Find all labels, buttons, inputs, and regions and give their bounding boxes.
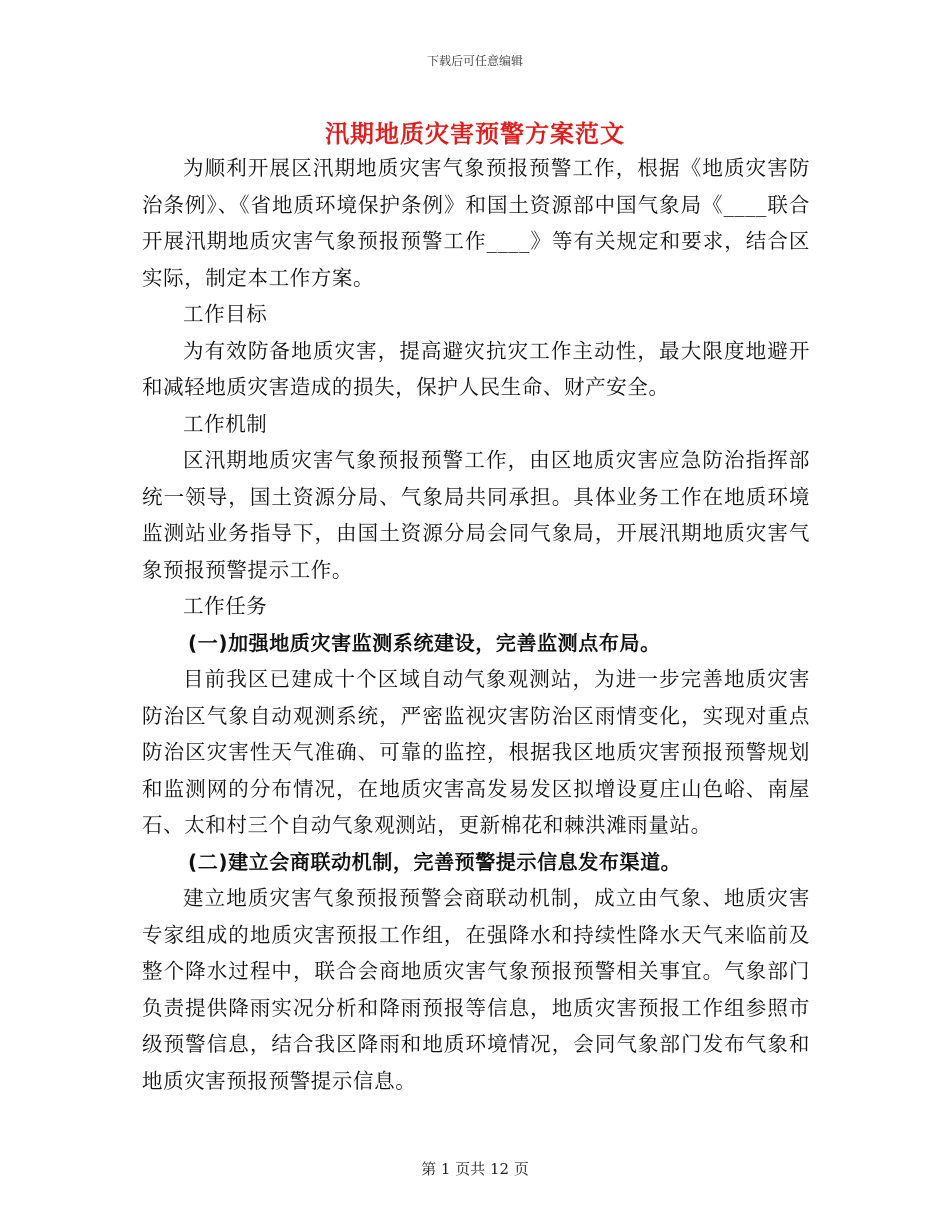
section-heading-mechanism: 工作机制 (183, 411, 268, 436)
document-title: 汛期地质灾害预警方案范文 (325, 119, 625, 148)
subheading-task-2: (二)建立会商联动机制，完善预警提示信息发布渠道。 (188, 849, 682, 874)
paragraph-goal: 为有效防备地质灾害，提高避灾抗灾工作主动性，最大限度地避开和减轻地质灾害造成的损失，保护人民生命、财产安全。 (142, 338, 810, 399)
paragraph-task-2: 建立地质灾害气象预报预警会商联动机制，成立由气象、地质灾害专家组成的地质灾害预报工作组，在强降水和持续性降水天气来临前及整个降水过程中，联合会商地质灾害气象预报预警相关事宜。气象部门负责提供降雨实况分析和降雨预报等信息，地质灾害预报工作组参照市级预警信息，结合我区降雨和地质环境情况，会同气象部门发布气象和地质灾害预报预警提示信息。 (142, 886, 810, 1093)
header-note: 下载后可任意编辑 (426, 54, 523, 68)
subheading-task-1: (一)加强地质灾害监测系统建设，完善监测点布局。 (188, 630, 661, 655)
section-heading-goal: 工作目标 (183, 302, 268, 326)
page-number: 第 1 页共 12 页 (421, 1160, 529, 1178)
paragraph-mechanism: 区汛期地质灾害气象预报预警工作，由区地质灾害应急防治指挥部统一领导，国土资源分局、气象局共同承担。具体业务工作在地质环境监测站业务指导下，由国土资源分局会同气象局，开展汛期地质灾害气象预报预警提示工作。 (142, 448, 810, 582)
section-heading-tasks: 工作任务 (183, 594, 268, 618)
document-body (142, 150, 810, 1099)
paragraph-task-1: 目前我区已建成十个区域自动气象观测站，为进一步完善地质灾害防治区气象自动观测系统，严密监视灾害防治区雨情变化，实现对重点防治区灾害性天气准确、可靠的监控，根据我区地质灾害预报预警规划和监测网的分布情况，在地质灾害高发易发区拟增设夏庄山色峪、南屋石、太和村三个自动气象观测站，更新棉花和棘洪滩雨量站。 (142, 667, 810, 837)
paragraph-intro: 为顺利开展区汛期地质灾害气象预报预警工作，根据《地质灾害防治条例》、《省地质环境保护条例》和国土资源部中国气象局《____联合开展汛期地质灾害气象预报预警工作____》等有关规定和要求，结合区实际，制定本工作方案。 (142, 156, 810, 290)
